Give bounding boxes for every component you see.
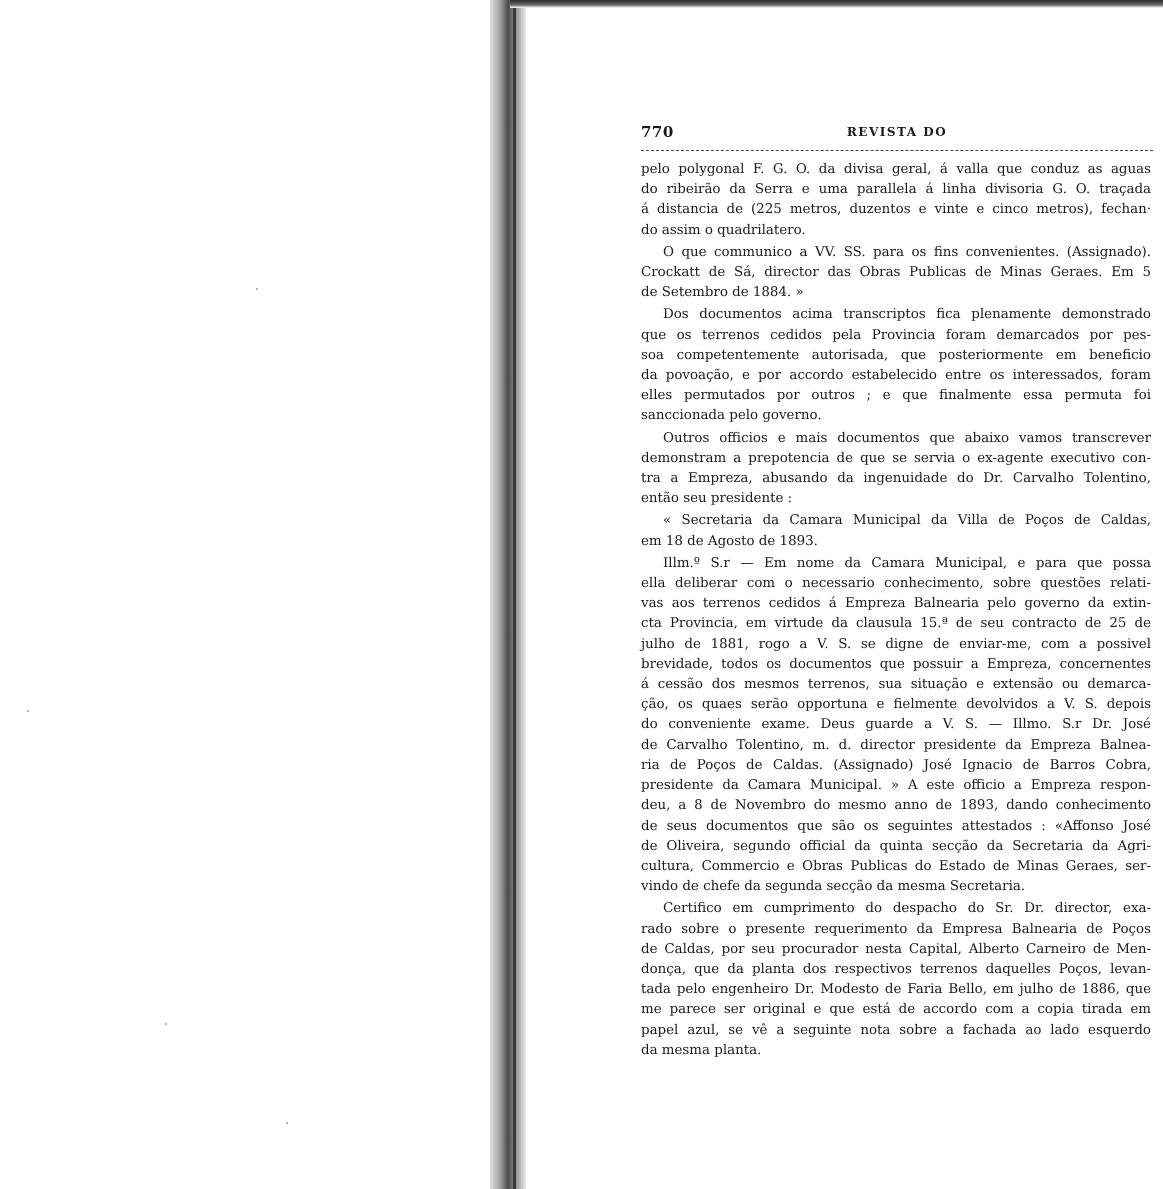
text-line: cultura, Commercio e Obras Publicas do Estado de Minas Geraes, ser- xyxy=(641,858,1151,874)
text-line: rado sobre o presente requerimento da Empresa Balnearia de Poços xyxy=(641,921,1151,937)
text-line: ção, os quaes serão opportuna e fielmente devolvidos a V. S. depois xyxy=(641,697,1151,713)
text-line: do assim o quadrilatero. xyxy=(641,222,806,238)
page-number: 770 xyxy=(641,123,674,141)
book-gutter xyxy=(490,0,526,1189)
text-line: de Carvalho Tolentino, m. d. director presidente da Empreza Balnea- xyxy=(641,737,1151,753)
text-line: cta Provincia, em virtude da clausula 15.ª de seu contracto de 25 de xyxy=(641,616,1151,632)
text-line: de Oliveira, segundo official da quinta secção da Secretaria da Agri- xyxy=(641,838,1151,854)
paragraph xyxy=(641,511,1151,551)
text-line: do conveniente exame. Deus guarde a V. S. — Illmo. S.r Dr. José xyxy=(641,717,1151,733)
text-line: Certifico em cumprimento do despacho do Sr. Dr. director, exa- xyxy=(663,901,1151,917)
text-line: demonstram a prepotencia de que se servia o ex-agente executivo con- xyxy=(641,450,1151,466)
text-line: tra a Empreza, abusando da ingenuidade do Dr. Carvalho Tolentino, xyxy=(641,471,1151,487)
paragraph xyxy=(641,899,1151,1061)
paragraph xyxy=(641,305,1151,426)
header-rule xyxy=(641,150,1153,151)
text-line: Crockatt de Sá, director das Obras Publicas de Minas Geraes. Em 5 xyxy=(641,265,1151,281)
text-line: de seus documentos que são os seguintes attestados : «Affonso José xyxy=(641,818,1151,834)
text-line: O que communico a VV. SS. para os fins convenientes. (Assignado). xyxy=(663,244,1151,260)
paragraph xyxy=(641,160,1151,241)
text-line: vindo de chefe da segunda secção da mesma Secretaria. xyxy=(641,879,1026,895)
text-line: vas aos terrenos cedidos á Empreza Balnearia pelo governo da extin- xyxy=(641,596,1151,612)
paper-speck xyxy=(256,288,258,290)
text-line: brevidade, todos os documentos que possuir a Empreza, concernentes xyxy=(641,656,1151,672)
text-line: elles permutados por outros ; e que finalmente essa permuta foi xyxy=(641,388,1151,404)
text-line: tada pelo engenheiro Dr. Modesto de Faria Bello, em julho de 1886, que xyxy=(641,982,1151,998)
text-line: que os terrenos cedidos pela Provincia foram demarcados por pes- xyxy=(641,327,1151,343)
text-line: papel azul, se vê a seguinte nota sobre a fachada ao lado esquerdo xyxy=(641,1022,1151,1038)
paragraph xyxy=(641,554,1151,897)
running-head xyxy=(641,123,1153,145)
text-line: sanccionada pelo governo. xyxy=(641,408,822,424)
text-line: presidente da Camara Municipal. » A este officio a Empreza respon- xyxy=(641,778,1151,794)
text-line: ella deliberar com o necessario conhecimento, sobre questões relati- xyxy=(641,576,1151,592)
gutter-fold-line xyxy=(513,0,516,1189)
journal-title: REVISTA DO xyxy=(846,125,948,139)
paper-speck xyxy=(165,1023,167,1025)
text-line: soa competentemente autorisada, que posteriormente em beneficio xyxy=(641,347,1151,363)
paragraph xyxy=(641,243,1151,304)
page-top-edge-shadow xyxy=(510,0,1163,8)
body-text xyxy=(641,160,1151,1063)
text-line: Outros officios e mais documentos que abaixo vamos transcrever xyxy=(663,430,1151,446)
text-line: em 18 de Agosto de 1893. xyxy=(641,533,818,549)
text-line: Dos documentos acima transcriptos fica plenamente demonstrado xyxy=(663,307,1151,323)
text-line: á cessão dos mesmos terrenos, sua situação e extensão ou demarca- xyxy=(641,677,1151,693)
text-line: da mesma planta. xyxy=(641,1042,762,1058)
text-line: de Caldas, por seu procurador nesta Capital, Alberto Carneiro de Men- xyxy=(641,941,1151,957)
paper-speck xyxy=(286,1122,288,1124)
text-line: do ribeirão da Serra e uma parallela á linha divisoria G. O. traçada xyxy=(641,182,1151,198)
text-line: de Setembro de 1884. » xyxy=(641,285,804,301)
facing-page-blank xyxy=(0,0,500,1189)
text-line: pelo polygonal F. G. O. da divisa geral, á valla que conduz as aguas xyxy=(641,162,1151,177)
text-line: deu, a 8 de Novembro do mesmo anno de 1893, dando conhecimento xyxy=(641,798,1151,814)
text-line: da povoação, e por accordo estabelecido entre os interessados, foram xyxy=(641,368,1151,384)
paragraph xyxy=(641,429,1151,510)
text-line: á distancia de (225 metros, duzentos e vinte e cinco metros), fechan· xyxy=(641,202,1151,218)
text-page xyxy=(526,8,1163,1189)
text-line: então seu presidente : xyxy=(641,491,793,507)
text-line: me parece ser original e que está de accordo com a copia tirada em xyxy=(641,1002,1151,1018)
text-line: ria de Poços de Caldas. (Assignado) José Ignacio de Barros Cobra, xyxy=(641,757,1151,773)
text-line: donça, que da planta dos respectivos terrenos daquelles Poços, levan- xyxy=(641,961,1151,977)
text-line: julho de 1881, rogo a V. S. se digne de enviar-me, com a possivel xyxy=(641,636,1151,652)
text-line: Illm.º S.r — Em nome da Camara Municipal, e para que possa xyxy=(663,555,1151,571)
paper-speck xyxy=(27,710,29,712)
text-line: « Secretaria da Camara Municipal da Villa de Poços de Caldas, xyxy=(663,513,1151,529)
